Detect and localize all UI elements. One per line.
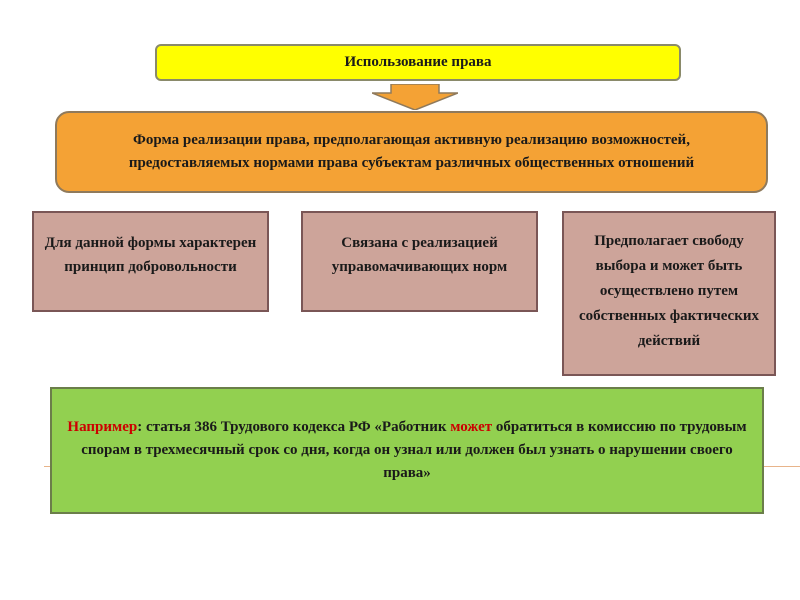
example-box	[50, 387, 764, 514]
down-arrow-icon	[372, 84, 458, 110]
example-label: Например	[67, 419, 138, 435]
example-highlight: может	[450, 419, 493, 435]
feature-text: Предполагает свободу выбора и может быть осуществлено путем собственных фактических действий	[579, 233, 759, 349]
example-part-2: обратиться в комиссию по трудовым спорам в трехмесячный срок со дня, когда он узнал или должен был узнать о нарушении своего права»	[81, 419, 747, 481]
example-text	[66, 416, 748, 485]
feature-box-empowering-norms	[301, 211, 538, 312]
feature-text: Для данной формы характерен принцип добровольности	[44, 235, 257, 275]
feature-box-voluntariness	[32, 211, 269, 312]
definition-text: Форма реализации права, предполагающая активную реализацию возможностей, предоставляемых нормами права субъектам различных общественных отношений	[128, 132, 695, 171]
feature-box-freedom-of-choice	[562, 211, 776, 376]
title-box	[155, 44, 681, 81]
definition-box	[55, 111, 768, 193]
title-text: Использование права	[344, 54, 492, 70]
feature-text: Связана с реализацией управомачивающих норм	[331, 235, 508, 275]
example-part-1: : статья 386 Трудового кодекса РФ «Работник	[137, 419, 451, 435]
